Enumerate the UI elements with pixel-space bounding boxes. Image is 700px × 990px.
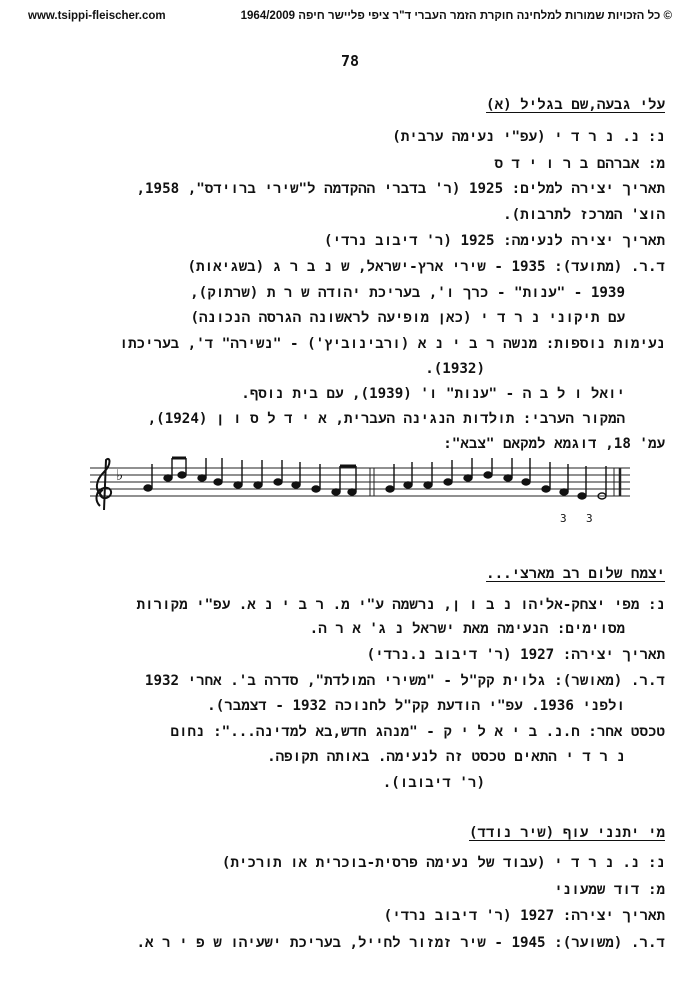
triplet-mark-1: 3 [560,512,567,525]
section1-line-5: תאריך יצירה לנעימה: 1925 (ר' דיבוב נרדי) [324,233,665,249]
section3-title: מי יתנני עוף (שיר נודד) [469,825,665,841]
section2-line-1: נ: מפי יצחק-אליהו נ ב ו ן, נרשמה ע"י מ. ר ב י נ א. עפ"י מקורות [136,597,665,613]
section1-line-4: הוצ' המרכז לתרבות). [503,207,665,223]
section2-line-7: נ ר ד י התאים טכסט זה לנעימה. באותה תקופה. [267,749,625,765]
section3-line-3: תאריך יצירה: 1927 (ר' דיבוב נרדי) [383,908,665,924]
section2-line-2: מסוימים: הנעימה מאת ישראל נ ג' א ר ה. [309,621,625,637]
section1-line-13: עמ' 18, דוגמא למקאם "צבא": [443,436,665,452]
section2-title: יצמח שלום רב מארצי... [486,566,665,582]
section1-line-12: המקור הערבי: תולדות הנגינה העברית, א י ד ל ס ו ן (1924), [147,411,625,427]
section1-line-10: (1932). [425,361,485,377]
header-url[interactable]: www.tsippi-fleischer.com [28,10,166,22]
section1-line-1: נ: נ. נ ר ד י (עפ"י נעימה ערבית) [392,129,665,145]
section1-line-7: 1939 - "ענות" - כרך ו', בעריכת יהודה ש ר ת (שרתוק), [190,285,625,301]
section1-line-9: נעימות נוספות: מנשה ר ב י נ א (ורבינוביץ') - "נשירה" ד', בעריכתו [119,336,665,352]
section1-line-8: עם תיקוני נ ר ד י (כאן מופיעה לראשונה הגרסה הנכונה) [190,310,625,326]
treble-clef-icon [97,459,112,510]
section1-line-3: תאריך יצירה למלים: 1925 (ר' בדברי ההקדמה ל"שירי ברוידס", 1958, [136,181,665,197]
section2-line-5: ולפני 1936. עפ"י הודעת קק"ל לחנוכה 1932 - דצמבר). [207,698,625,714]
section2-line-6: טכסט אחר: ח.נ. ב י א ל י ק - "מנהג חדש,בא למדינה...": נחום [170,724,665,740]
section3-line-4: ד.ר. (משוער): 1945 - שיר זמזור לחייל, בעריכת ישעיהו ש פ י ר א. [136,935,665,951]
music-staff-example [90,450,630,530]
page-number: 78 [340,52,360,70]
section3-line-1: נ: נ. נ ר ד י (עבוד של נעימה פרסית-בוכרית או תורכית) [221,855,665,871]
section3-line-2: מ: דוד שמעוני [554,882,665,898]
section1-line-11: יואל ו ל ב ה - "ענות" ו' (1939), עם בית נוסף. [241,386,625,402]
triplet-mark-2: 3 [586,512,593,525]
header-copyright: © כל הזכויות שמורות למלחינה חוקרת הזמר העברי ד"ר ציפי פליישר חיפה 1964/2009 [240,10,672,22]
section2-line-8: (ר' דיבובו). [382,775,485,791]
section1-title: עלי גבעה,שם בגליל (א) [486,97,665,113]
section1-line-2: מ: אברהם ב ר ו י ד ס [494,156,665,172]
section2-line-4: ד.ר. (מאושר): גלוית קק"ל - "משירי המולדת", סדרה ב'. אחרי 1932 [144,673,665,689]
section1-line-6: ד.ר. (מתועד): 1935 - שירי ארץ-ישראל, ש נ ב ר ג (בשגיאות) [187,259,665,275]
flat-sign-icon: ♭ [116,466,124,484]
section2-line-3: תאריך יצירה: 1927 (ר' דיבוב נ.נרדי) [366,647,665,663]
